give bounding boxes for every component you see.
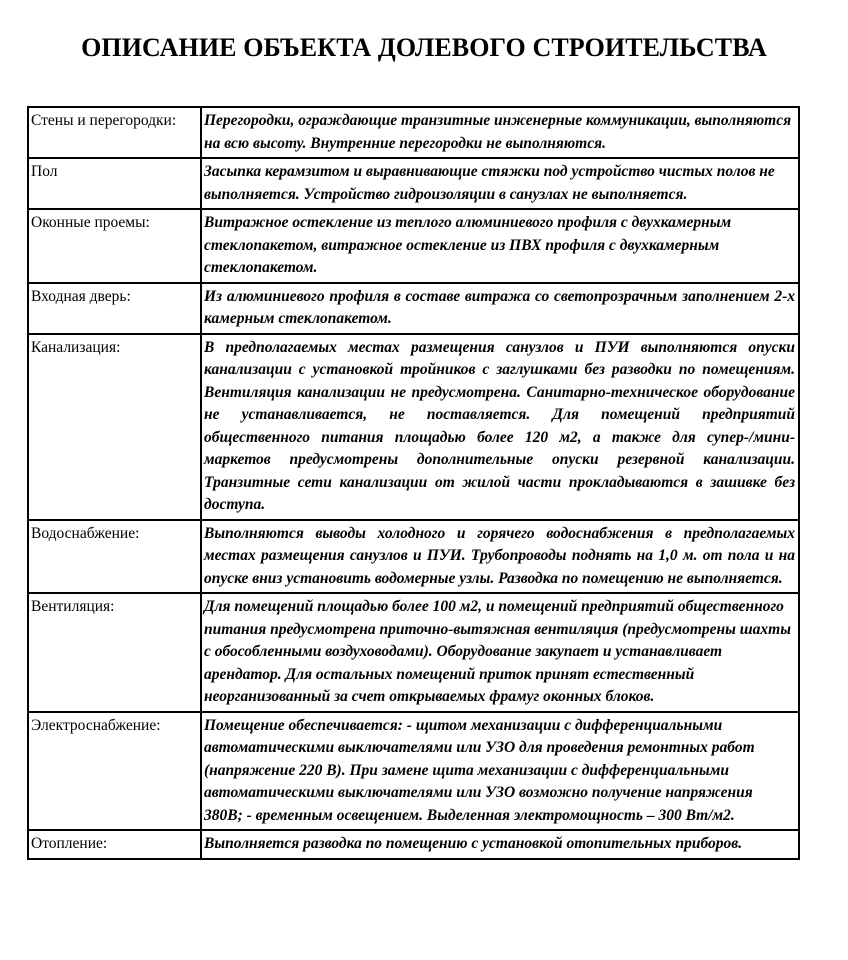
row-label: Вентиляция: — [28, 593, 201, 712]
object-description-table — [27, 106, 800, 860]
row-description: Витражное остекление из теплого алюминиевого профиля с двухкамерным стеклопакетом, витражное остекление из ПВХ профиля с двухкамерным стеклопакетом. — [201, 209, 799, 283]
table-row-heating — [28, 830, 799, 859]
row-label: Водоснабжение: — [28, 520, 201, 594]
page-title: ОПИСАНИЕ ОБЪЕКТА ДОЛЕВОГО СТРОИТЕЛЬСТВА — [81, 33, 767, 62]
table-row-walls — [28, 107, 799, 158]
row-description: Перегородки, ограждающие транзитные инженерные коммуникации, выполняются на всю высоту. Внутренние перегородки не выполняются. — [201, 107, 799, 158]
row-description: Для помещений площадью более 100 м2, и помещений предприятий общественного питания предусмотрена приточно-вытяжная вентиляция (предусмотрены шахты с обособленными воздуховодами). Оборудование закупает и устанавливает арендатор. Для остальных помещений приток принят естественный неорганизованный за счет открываемых фрамуг оконных блоков. — [201, 593, 799, 712]
table-row-windows — [28, 209, 799, 283]
table-row-power-supply — [28, 712, 799, 831]
row-label: Входная дверь: — [28, 283, 201, 334]
table-row-ventilation — [28, 593, 799, 712]
row-label: Оконные проемы: — [28, 209, 201, 283]
row-label: Пол — [28, 158, 201, 209]
row-description: В предполагаемых местах размещения санузлов и ПУИ выполняются опуски канализации с установкой тройников с заглушками без разводки по помещениям. Вентиляция канализации не предусмотрена. Санитарно-техническое оборудование не устанавливается, не поставляется. Для помещений предприятий общественного питания площадью более 120 м2, а также для супер-/мини-маркетов предусмотрены дополнительные опуски резервной канализации. Транзитные сети канализации от жилой части прокладываются в зашивке без доступа. — [201, 334, 799, 520]
row-label: Стены и перегородки: — [28, 107, 201, 158]
table-row-floor — [28, 158, 799, 209]
row-description: Засыпка керамзитом и выравнивающие стяжки под устройство чистых полов не выполняется. Устройство гидроизоляции в санузлах не выполняется. — [201, 158, 799, 209]
table-row-entrance-door — [28, 283, 799, 334]
row-label: Электроснабжение: — [28, 712, 201, 831]
row-description: Выполняется разводка по помещению с установкой отопительных приборов. — [201, 830, 799, 859]
row-description: Выполняются выводы холодного и горячего водоснабжения в предполагаемых местах размещения санузлов и ПУИ. Трубопроводы поднять на 1,0 м. от пола и на опуске вниз установить водомерные узлы. Разводка по помещению не выполняется. — [201, 520, 799, 594]
row-description: Помещение обеспечивается: - щитом механизации с дифференциальными автоматическими выключателями или УЗО для проведения ремонтных работ (напряжение 220 В). При замене щита механизации с дифференциальными автоматическими выключателями или УЗО возможно получение напряжения 380В; - временным освещением. Выделенная электромощность – 300 Вт/м2. — [201, 712, 799, 831]
table-row-water-supply — [28, 520, 799, 594]
row-description: Из алюминиевого профиля в составе витража со светопрозрачным заполнением 2-х камерным стеклопакетом. — [201, 283, 799, 334]
row-label: Отопление: — [28, 830, 201, 859]
table-row-sewerage — [28, 334, 799, 520]
row-label: Канализация: — [28, 334, 201, 520]
